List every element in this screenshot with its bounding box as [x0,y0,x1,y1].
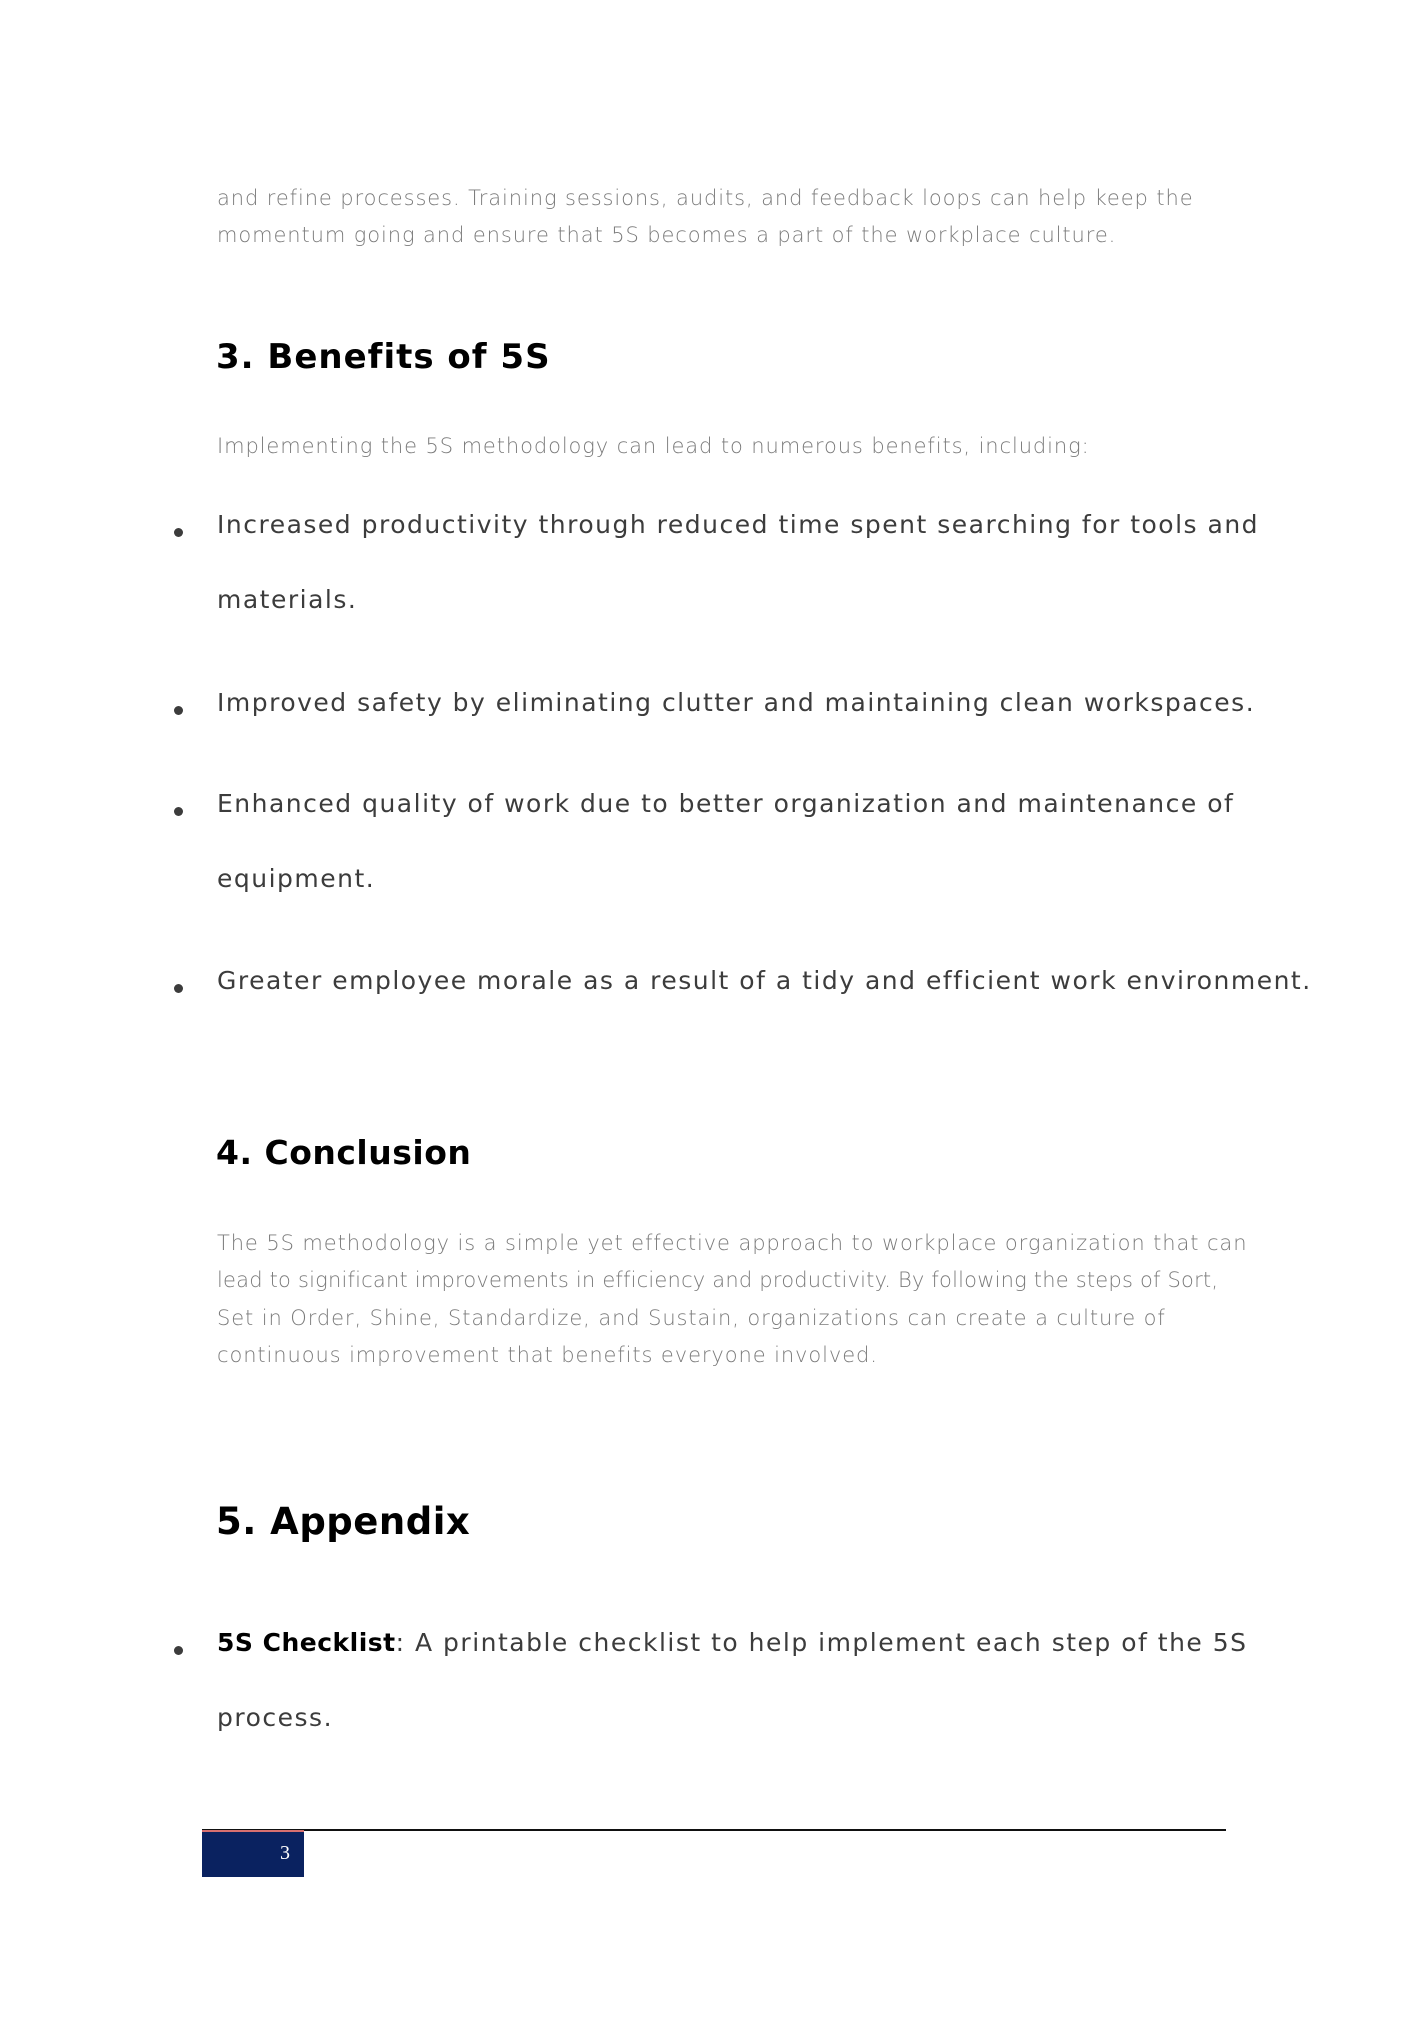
bullet-icon [174,807,183,816]
paragraph-line: and refine processes. Training sessions, audits, and feedback loops can help keep the [217,186,1194,210]
section-heading-appendix: 5. Appendix [216,1500,471,1543]
page-number: 3 [280,1842,290,1864]
paragraph-line: momentum going and ensure that 5S becomes a part of the workplace culture. [217,223,1117,247]
list-item [217,1628,1248,1657]
paragraph-line: Set in Order, Shine, Standardize, and Sustain, organizations can create a culture of [217,1306,1166,1330]
list-item-continuation: materials. [217,585,358,614]
footer-rule [202,1829,1226,1831]
list-item-continuation: process. [217,1703,334,1732]
checklist-title: 5S Checklist [217,1628,396,1657]
list-item-continuation: equipment. [217,864,376,893]
bullet-icon [174,1646,183,1655]
list-item: Enhanced quality of work due to better organization and maintenance of [217,789,1235,818]
section-heading-benefits: 3. Benefits of 5S [216,337,551,377]
bullet-icon [174,528,183,537]
section-heading-conclusion: 4. Conclusion [216,1133,472,1172]
paragraph-line: continuous improvement that benefits everyone involved. [217,1343,878,1367]
page-number-box [202,1830,304,1877]
paragraph-line: The 5S methodology is a simple yet effective approach to workplace organization that can [217,1231,1248,1255]
bullet-icon [174,984,183,993]
paragraph-line: lead to significant improvements in efficiency and productivity. By following the steps of Sort, [217,1268,1219,1292]
list-item: Greater employee morale as a result of a tidy and efficient work environment. [217,966,1312,995]
benefits-intro: Implementing the 5S methodology can lead to numerous benefits, including: [217,434,1090,458]
bullet-icon [174,706,183,715]
list-item: Increased productivity through reduced time spent searching for tools and [217,510,1260,539]
list-item: Improved safety by eliminating clutter and maintaining clean workspaces. [217,688,1256,717]
checklist-description: : A printable checklist to help implement each step of the 5S [395,1628,1248,1657]
